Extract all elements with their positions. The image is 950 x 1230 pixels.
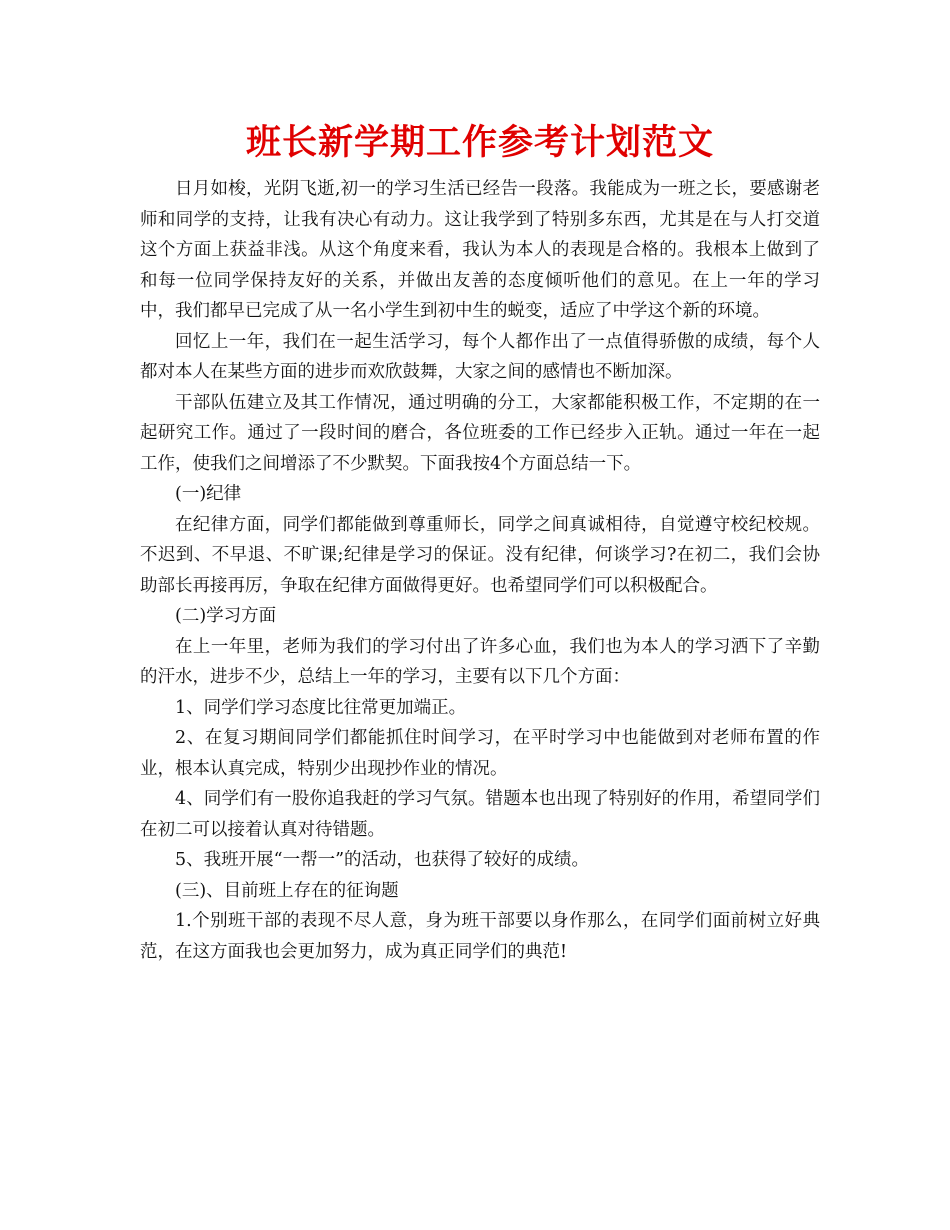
list-item: 4、同学们有一股你追我赶的学习气氛。错题本也出现了特别好的作用，希望同学们在初二可以接着认真对待错题。	[140, 789, 820, 840]
paragraph-intro: 日月如梭，光阴飞逝,初一的学习生活已经告一段落。我能成为一班之长，要感谢老师和同学的支持，让我有决心有动力。这让我学到了特别多东西，尤其是在与人打交道这个方面上获益非浅。从这个角度来看，我认为本人的表现是合格的。我根本上做到了和每一位同学保持友好的关系，并做出友善的态度倾听他们的意见。在上一年的学习中，我们都早已完成了从一名小学生到初中生的蜕变，适应了中学这个新的环境。	[140, 179, 820, 321]
paragraph-discipline: 在纪律方面，同学们都能做到尊重师长，同学之间真诚相待，自觉遵守校纪校规。不迟到、不早退、不旷课;纪律是学习的保证。没有纪律，何谈学习?在初二，我们会协助部长再接再厉，争取在纪律方面做得更好。也希望同学们可以积极配合。	[140, 514, 820, 596]
section-heading-problems: (三)、目前班上存在的征询题	[175, 880, 399, 901]
paragraph-recall: 回忆上一年，我们在一起生活学习，每个人都作出了一点值得骄傲的成绩，每个人都对本人在某些方面的进步而欢欣鼓舞，大家之间的感情也不断加深。	[140, 331, 820, 382]
section-heading-study: (二)学习方面	[175, 606, 277, 626]
list-item: 2、在复习期间同学们都能抓住时间学习，在平时学习中也能做到对老师布置的作业，根本认真完成，特别少出现抄作业的情况。	[140, 728, 820, 779]
document-page	[140, 118, 820, 967]
section-heading-discipline: (一)纪律	[175, 484, 242, 504]
document-title: 班长新学期工作参考计划范文	[245, 123, 714, 163]
list-item: 1.个别班干部的表现不尽人意，身为班干部要以身作那么，在同学们面前树立好典范，在这方面我也会更加努力，成为真正同学们的典范!	[140, 911, 820, 962]
paragraph-cadre: 干部队伍建立及其工作情况，通过明确的分工，大家都能积极工作，不定期的在一起研究工作。通过了一段时间的磨合，各位班委的工作已经步入正轨。通过一年在一起工作，使我们之间增添了不少默契。下面我按4个方面总结一下。	[140, 392, 820, 474]
list-item: 1、同学们学习态度比往常更加端正。	[175, 697, 467, 718]
paragraph-study: 在上一年里，老师为我们的学习付出了许多心血，我们也为本人的学习洒下了辛勤的汗水，进步不少，总结上一年的学习，主要有以下几个方面：	[140, 636, 820, 687]
list-item: 5、我班开展“一帮一”的活动，也获得了较好的成绩。	[175, 850, 590, 870]
